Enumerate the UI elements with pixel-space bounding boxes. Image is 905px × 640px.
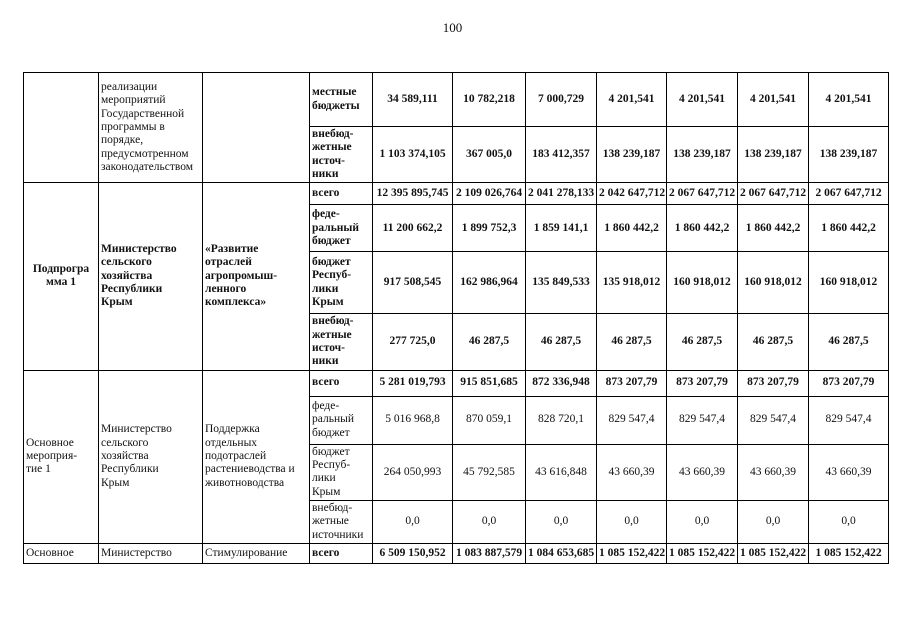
amount-cell: 34 589,111 xyxy=(373,73,453,127)
cell-text-line: Крым xyxy=(312,296,344,309)
amount-cell: 135 918,012 xyxy=(597,252,667,314)
amount-cell: 43 660,39 xyxy=(667,444,738,500)
cell-text-line: бюджет xyxy=(312,234,351,247)
cell-text-line: «Развитие xyxy=(205,243,259,256)
cell-text-line: тие 1 xyxy=(26,463,51,476)
cell-text-line: бюджеты xyxy=(312,99,360,112)
amount-cell: 829 547,4 xyxy=(738,396,809,444)
amount-cell: 138 239,187 xyxy=(667,127,738,183)
cell-text-line: мероприятий xyxy=(101,94,166,107)
cell-text-line: сельского xyxy=(101,436,149,449)
amount-cell: 43 660,39 xyxy=(809,444,889,500)
amount-cell: 138 239,187 xyxy=(738,127,809,183)
amount-cell: 46 287,5 xyxy=(738,314,809,370)
funding-source-label xyxy=(310,205,373,252)
amount-cell: 2 109 026,764 xyxy=(453,183,526,205)
cell-text-line: Министерство xyxy=(101,423,172,436)
cell-text-line: ральный xyxy=(312,413,354,426)
amount-cell: 43 660,39 xyxy=(597,444,667,500)
cell-text-line: всего xyxy=(312,187,340,200)
cell-text-line: лики xyxy=(312,282,339,295)
funding-source-label xyxy=(310,500,373,543)
row-name-cell xyxy=(203,370,310,543)
budget-table xyxy=(23,72,889,564)
amount-cell: 2 042 647,712 xyxy=(597,183,667,205)
cell-text-line: реализации xyxy=(101,81,158,93)
cell-text-line: внебюд- xyxy=(312,501,353,514)
amount-cell: 1 103 374,105 xyxy=(373,127,453,183)
amount-cell: 160 918,012 xyxy=(667,252,738,314)
amount-cell: 162 986,964 xyxy=(453,252,526,314)
cell-text-line: бюджет xyxy=(312,256,351,269)
cell-text-line: хозяйства xyxy=(101,269,153,282)
row-status-cell xyxy=(24,370,99,543)
table-row xyxy=(24,183,889,205)
amount-cell: 1 085 152,422 xyxy=(738,543,809,563)
amount-cell: 5 016 968,8 xyxy=(373,396,453,444)
row-name-cell xyxy=(203,183,310,370)
funding-source-label xyxy=(310,396,373,444)
amount-cell: 1 085 152,422 xyxy=(597,543,667,563)
cell-text-line: предусмотренном xyxy=(101,147,189,160)
cell-text-line: внебюд- xyxy=(312,315,354,328)
cell-text-line: Министерство xyxy=(101,546,172,559)
amount-cell: 1 899 752,3 xyxy=(453,205,526,252)
cell-text-line: всего xyxy=(312,546,340,559)
amount-cell: 1 085 152,422 xyxy=(667,543,738,563)
cell-text-line: бюджет xyxy=(312,445,350,458)
funding-source-label xyxy=(310,73,373,127)
cell-text-line: Стимулирование xyxy=(205,546,288,559)
cell-text-line: феде- xyxy=(312,208,340,221)
cell-text-line: жетные xyxy=(312,515,349,528)
cell-text-line: комплекса» xyxy=(205,296,267,309)
cell-text-line: Крым xyxy=(101,296,133,309)
row-executor-cell xyxy=(99,370,203,543)
cell-text-line: бюджет xyxy=(312,426,350,439)
amount-cell: 870 059,1 xyxy=(453,396,526,444)
amount-cell: 2 067 647,712 xyxy=(809,183,889,205)
cell-text-line: ральный xyxy=(312,221,360,234)
cell-text-line: ленного xyxy=(205,283,247,296)
amount-cell: 1 085 152,422 xyxy=(809,543,889,563)
amount-cell: 135 849,533 xyxy=(526,252,597,314)
amount-cell: 4 201,541 xyxy=(809,73,889,127)
funding-source-label xyxy=(310,252,373,314)
amount-cell: 872 336,948 xyxy=(526,370,597,396)
amount-cell: 45 792,585 xyxy=(453,444,526,500)
amount-cell: 138 239,187 xyxy=(809,127,889,183)
amount-cell: 1 860 442,2 xyxy=(597,205,667,252)
cell-text-line: всего xyxy=(312,376,340,389)
cell-text-line: растениеводства и xyxy=(205,463,295,476)
cell-text-line: Министерство xyxy=(101,243,177,256)
amount-cell: 828 720,1 xyxy=(526,396,597,444)
table-row xyxy=(24,370,889,396)
amount-cell: 10 782,218 xyxy=(453,73,526,127)
amount-cell: 183 412,357 xyxy=(526,127,597,183)
page-number: 100 xyxy=(442,20,463,35)
row-executor-cell xyxy=(99,543,203,563)
amount-cell: 0,0 xyxy=(453,500,526,543)
cell-text-line: внебюд- xyxy=(312,128,354,140)
amount-cell: 43 660,39 xyxy=(738,444,809,500)
cell-text-line: Республики xyxy=(101,283,163,296)
amount-cell: 4 201,541 xyxy=(738,73,809,127)
amount-cell: 829 547,4 xyxy=(667,396,738,444)
amount-cell: 46 287,5 xyxy=(597,314,667,370)
funding-source-label xyxy=(310,314,373,370)
row-executor-cell xyxy=(99,183,203,370)
amount-cell: 0,0 xyxy=(373,500,453,543)
cell-text-line: Подпрогра xyxy=(32,263,90,276)
cell-text-line: Респуб- xyxy=(312,269,352,282)
amount-cell: 46 287,5 xyxy=(809,314,889,370)
amount-cell: 2 067 647,712 xyxy=(667,183,738,205)
row-status-cell xyxy=(24,73,99,183)
amount-cell: 0,0 xyxy=(809,500,889,543)
amount-cell: 1 860 442,2 xyxy=(809,205,889,252)
cell-text-line: источ- xyxy=(312,341,345,354)
cell-text-line: мма 1 xyxy=(46,276,76,289)
cell-text-line: феде- xyxy=(312,400,340,413)
cell-text-line: законодательством xyxy=(101,160,194,173)
amount-cell: 0,0 xyxy=(667,500,738,543)
funding-source-label xyxy=(310,127,373,183)
funding-source-label xyxy=(310,543,373,563)
funding-source-label xyxy=(310,444,373,500)
cell-text-line: Крым xyxy=(312,485,341,498)
amount-cell: 829 547,4 xyxy=(597,396,667,444)
cell-text-line: источники xyxy=(312,528,364,541)
amount-cell: 4 201,541 xyxy=(597,73,667,127)
cell-text-line: программы в xyxy=(101,120,165,133)
row-status-cell xyxy=(24,183,99,370)
cell-text-line: ники xyxy=(312,355,339,368)
cell-text-line: Республики xyxy=(101,463,159,476)
amount-cell: 0,0 xyxy=(526,500,597,543)
cell-text-line: Крым xyxy=(101,476,130,489)
table-row xyxy=(24,73,889,127)
funding-source-label xyxy=(310,370,373,396)
amount-cell: 12 395 895,745 xyxy=(373,183,453,205)
amount-cell: 1 859 141,1 xyxy=(526,205,597,252)
cell-text-line: ники xyxy=(312,167,339,180)
amount-cell: 917 508,545 xyxy=(373,252,453,314)
amount-cell: 6 509 150,952 xyxy=(373,543,453,563)
cell-text-line: животноводства xyxy=(205,476,285,489)
amount-cell: 873 207,79 xyxy=(667,370,738,396)
cell-text-line: отраслей xyxy=(205,256,252,269)
row-executor-cell xyxy=(99,73,203,183)
amount-cell: 829 547,4 xyxy=(809,396,889,444)
amount-cell: 0,0 xyxy=(738,500,809,543)
cell-text-line: лики xyxy=(312,472,336,485)
amount-cell: 11 200 662,2 xyxy=(373,205,453,252)
amount-cell: 46 287,5 xyxy=(453,314,526,370)
amount-cell: 4 201,541 xyxy=(667,73,738,127)
amount-cell: 2 041 278,133 xyxy=(526,183,597,205)
amount-cell: 1 083 887,579 xyxy=(453,543,526,563)
cell-text-line: местные xyxy=(312,86,357,99)
amount-cell: 43 616,848 xyxy=(526,444,597,500)
amount-cell: 46 287,5 xyxy=(667,314,738,370)
amount-cell: 7 000,729 xyxy=(526,73,597,127)
amount-cell: 1 860 442,2 xyxy=(738,205,809,252)
table-row xyxy=(24,543,889,563)
amount-cell: 873 207,79 xyxy=(597,370,667,396)
row-name-cell xyxy=(203,543,310,563)
amount-cell: 264 050,993 xyxy=(373,444,453,500)
amount-cell: 277 725,0 xyxy=(373,314,453,370)
amount-cell: 46 287,5 xyxy=(526,314,597,370)
cell-text-line: Основное xyxy=(26,546,74,559)
cell-text-line: отдельных xyxy=(205,436,258,449)
amount-cell: 0,0 xyxy=(597,500,667,543)
cell-text-line: жетные xyxy=(312,141,352,154)
funding-source-label xyxy=(310,183,373,205)
amount-cell: 873 207,79 xyxy=(738,370,809,396)
cell-text-line: Государственной xyxy=(101,107,185,120)
amount-cell: 915 851,685 xyxy=(453,370,526,396)
cell-text-line: жетные xyxy=(312,328,352,341)
cell-text-line: порядке, xyxy=(101,134,144,147)
row-status-cell xyxy=(24,543,99,563)
cell-text-line: сельского xyxy=(101,256,152,269)
amount-cell: 160 918,012 xyxy=(809,252,889,314)
cell-text-line: подотраслей xyxy=(205,450,267,463)
cell-text-line: агропромыш- xyxy=(205,269,278,282)
budget-table-body xyxy=(24,73,889,564)
cell-text-line: мероприя- xyxy=(26,450,78,463)
cell-text-line: хозяйства xyxy=(101,450,149,463)
amount-cell: 1 860 442,2 xyxy=(667,205,738,252)
amount-cell: 873 207,79 xyxy=(809,370,889,396)
row-name-cell xyxy=(203,73,310,183)
amount-cell: 138 239,187 xyxy=(597,127,667,183)
amount-cell: 367 005,0 xyxy=(453,127,526,183)
cell-text-line: Респуб- xyxy=(312,458,351,471)
cell-text-line: источ- xyxy=(312,154,345,167)
cell-text-line: Поддержка xyxy=(205,423,260,436)
amount-cell: 2 067 647,712 xyxy=(738,183,809,205)
amount-cell: 5 281 019,793 xyxy=(373,370,453,396)
amount-cell: 160 918,012 xyxy=(738,252,809,314)
cell-text-line: Основное xyxy=(26,436,74,449)
amount-cell: 1 084 653,685 xyxy=(526,543,597,563)
